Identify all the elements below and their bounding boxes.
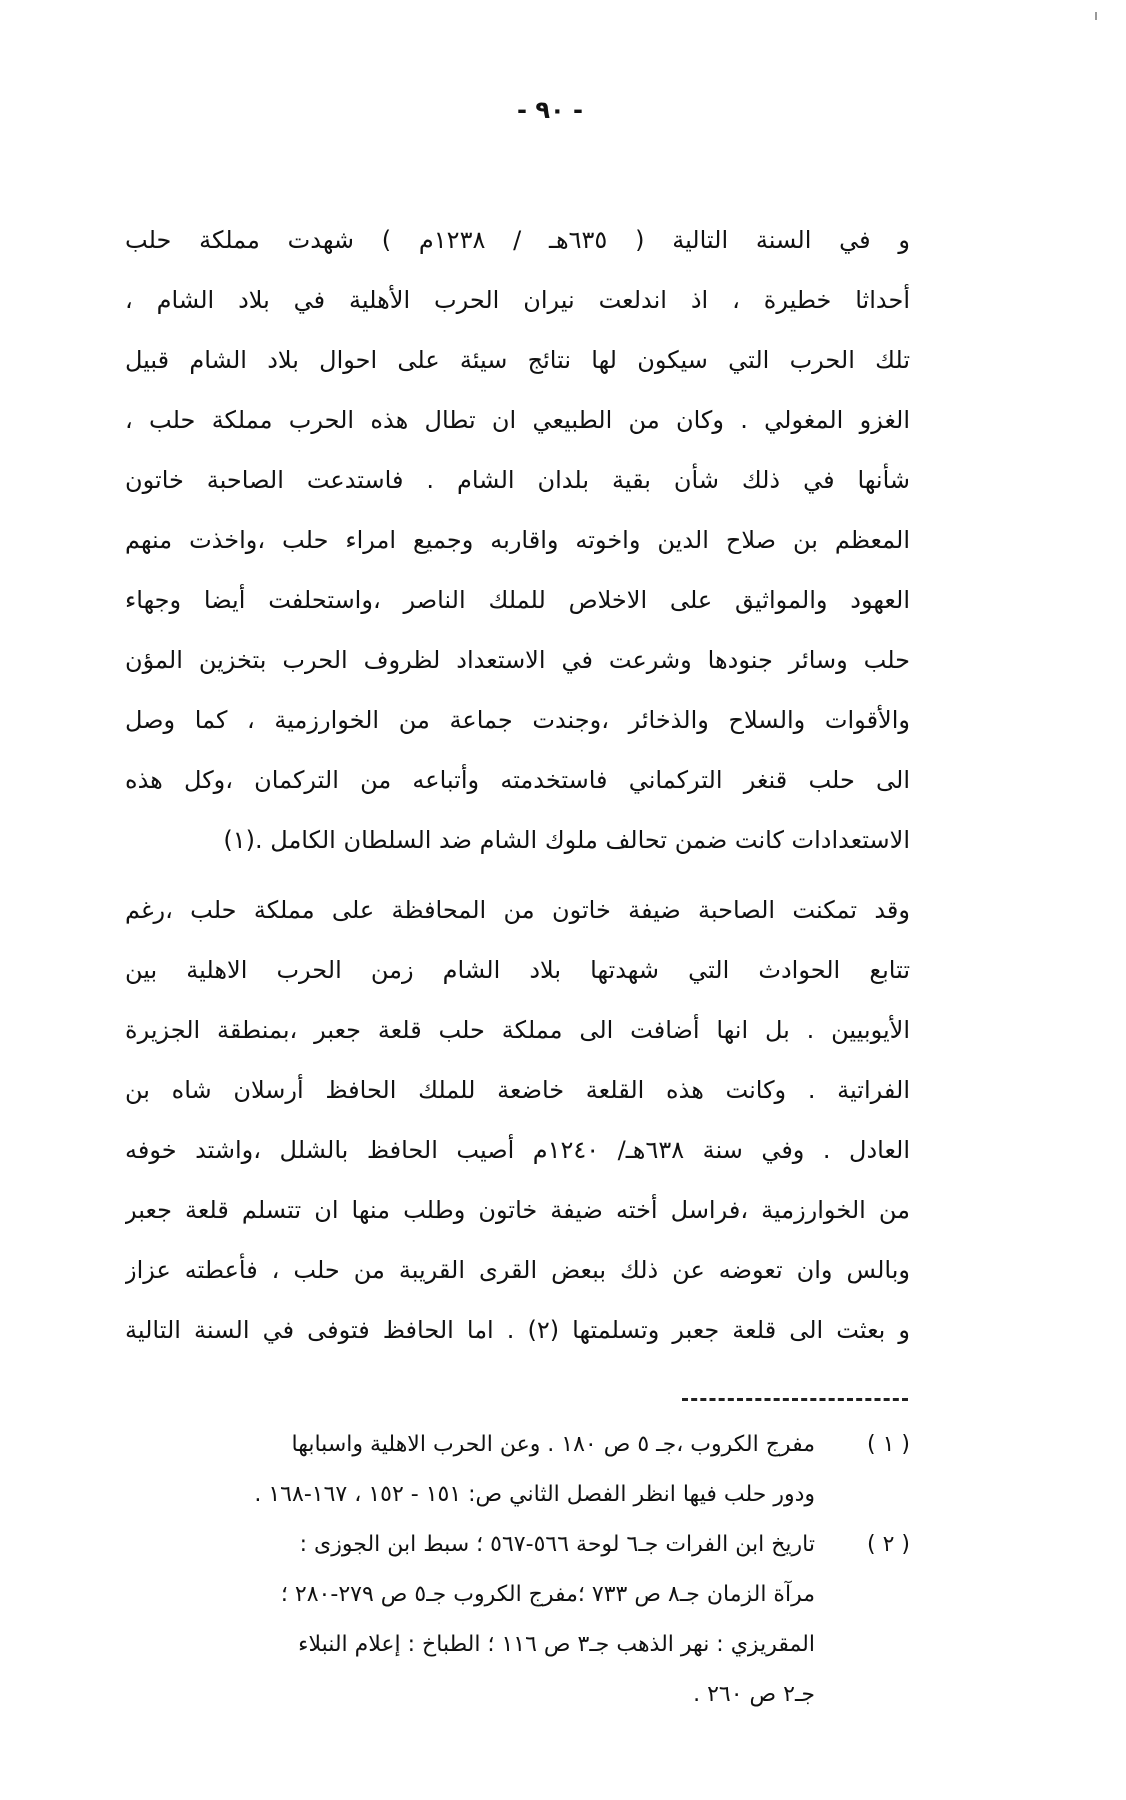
text-line: تلك الحرب التي سيكون لها نتائج سيئة على احوال بلاد الشام قبيل	[125, 346, 910, 374]
footnotes	[90, 1420, 910, 1720]
page-number: - ٩٠ -	[517, 96, 583, 124]
footnote-marker: ( ١ )	[867, 1432, 910, 1457]
text-line: من الخوارزمية ،فراسل أخته ضيفة خاتون وطلب منها ان تتسلم قلعة جعبر	[125, 1196, 910, 1224]
text-line: المعظم بن صلاح الدين واخوته واقاربه وجميع امراء حلب ،واخذت منهم	[125, 526, 910, 554]
footnote-marker: ( ٢ )	[867, 1532, 910, 1557]
text-line: والأقوات والسلاح والذخائر ،وجندت جماعة من الخوارزمية ، كما وصل	[125, 706, 910, 734]
text-line: وبالس وان تعوضه عن ذلك ببعض القرى القريبة من حلب ، فأعطته عزاز	[125, 1256, 910, 1284]
footnote-line: تاريخ ابن الفرات جـ٦ لوحة ٥٦٦-٥٦٧ ؛ سبط ابن الجوزى :	[299, 1532, 815, 1557]
text-line: الفراتية . وكانت هذه القلعة خاضعة للملك الحافظ أرسلان شاه بن	[125, 1076, 910, 1104]
footnote-line: ودور حلب فيها انظر الفصل الثاني ص: ١٥١ - ١٥٢ ، ١٦٧-١٦٨ .	[254, 1482, 815, 1507]
text-line: الغزو المغولي . وكان من الطبيعي ان تطال هذه الحرب مملكة حلب ،	[125, 406, 910, 434]
text-line: الاستعدادات كانت ضمن تحالف ملوك الشام ضد السلطان الكامل .(١)	[223, 826, 910, 854]
paragraph-1	[125, 210, 910, 870]
footnote-line: جـ٢ ص ٢٦٠ .	[693, 1682, 815, 1707]
footnote-line: المقريزي : نهر الذهب جـ٣ ص ١١٦ ؛ الطباخ : إعلام النبلاء	[298, 1632, 815, 1657]
text-line: و بعثت الى قلعة جعبر وتسلمتها (٢) . اما الحافظ فتوفى في السنة التالية	[125, 1316, 910, 1344]
margin-mark	[1095, 12, 1097, 20]
footnote-line: مرآة الزمان جـ٨ ص ٧٣٣ ؛مفرج الكروب جـ٥ ص ٢٧٩-٢٨٠ ؛	[280, 1582, 815, 1607]
text-line: تتابع الحوادث التي شهدتها بلاد الشام زمن الحرب الاهلية بين	[125, 956, 910, 984]
text-line: و في السنة التالية ( ٦٣٥هـ / ١٢٣٨م ) شهدت مملكة حلب	[125, 226, 910, 254]
text-line: الأيوبيين . بل انها أضافت الى مملكة حلب قلعة جعبر ،بمنطقة الجزيرة	[125, 1016, 910, 1044]
footnote-1	[90, 1420, 910, 1520]
text-line: أحداثا خطيرة ، اذ اندلعت نيران الحرب الأهلية في بلاد الشام ،	[125, 286, 910, 314]
footnote-2	[90, 1520, 910, 1720]
text-line: العادل . وفي سنة ٦٣٨هـ/ ١٢٤٠م أصيب الحافظ بالشلل ،واشتد خوفه	[125, 1136, 910, 1164]
text-line: العهود والمواثيق على الاخلاص للملك الناصر ،واستحلفت أيضا وجهاء	[125, 586, 910, 614]
footnote-divider	[682, 1398, 908, 1401]
text-line: الى حلب قنغر التركماني فاستخدمته وأتباعه من التركمان ،وكل هذه	[125, 766, 910, 794]
text-line: شأنها في ذلك شأن بقية بلدان الشام . فاستدعت الصاحبة خاتون	[125, 466, 910, 494]
text-line: حلب وسائر جنودها وشرعت في الاستعداد لظروف الحرب بتخزين المؤن	[125, 646, 910, 674]
footnote-line: مفرج الكروب ،جـ ٥ ص ١٨٠ . وعن الحرب الاهلية واسبابها	[291, 1432, 815, 1457]
paragraph-2	[125, 880, 910, 1360]
text-line: وقد تمكنت الصاحبة ضيفة خاتون من المحافظة على مملكة حلب ،رغم	[125, 896, 910, 924]
